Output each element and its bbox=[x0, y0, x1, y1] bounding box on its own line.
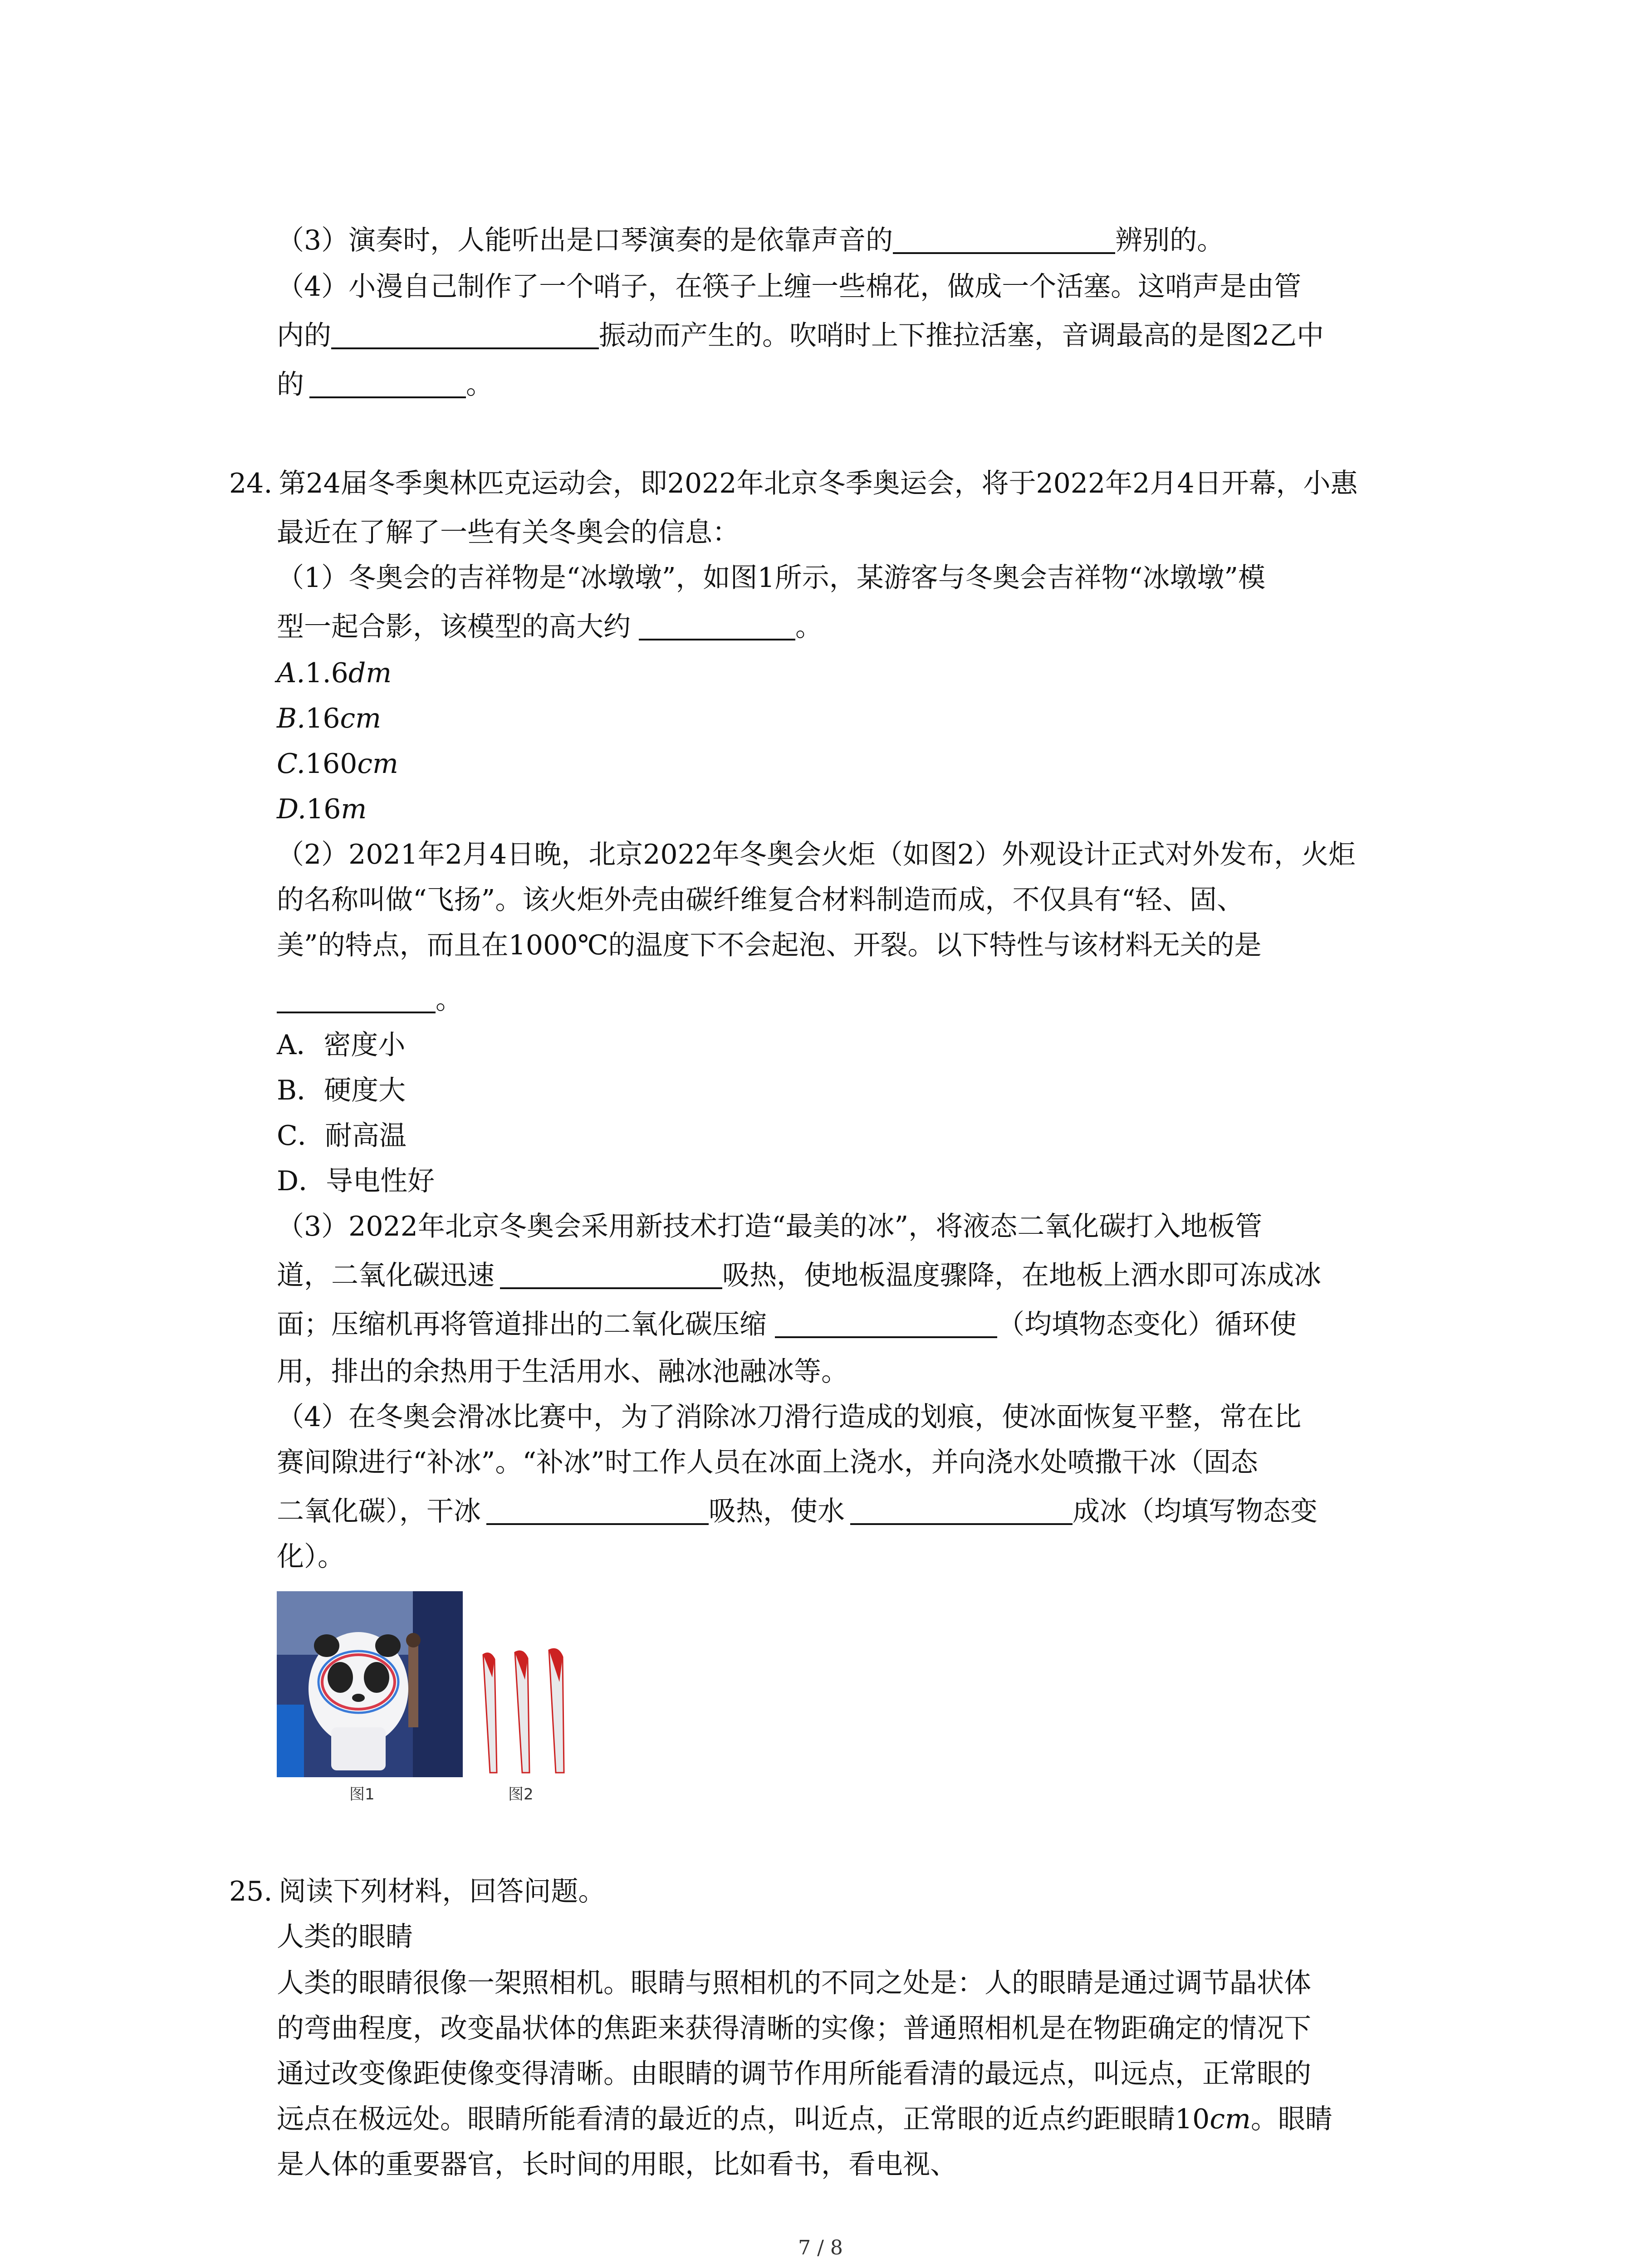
question-number: 25. bbox=[229, 1876, 273, 1907]
answer-blank[interactable] bbox=[486, 1496, 709, 1525]
option-d[interactable]: D．导电性好 bbox=[277, 1165, 435, 1197]
answer-blank[interactable] bbox=[277, 984, 436, 1013]
torch-drawing bbox=[470, 1646, 574, 1777]
option-letter: D. bbox=[277, 793, 307, 825]
q24-stem-text: 第24届冬季奥林匹克运动会，即2022年北京冬季奥运会，将于2022年2月4日开幕，小惠 bbox=[279, 468, 1358, 499]
option-value: 1.6 bbox=[305, 657, 348, 689]
figure-2-caption: 图2 bbox=[508, 1785, 534, 1804]
q24-part4-line1: （4）在冬奥会滑冰比赛中，为了消除冰刀滑行造成的划痕，使冰面恢复平整，常在比 bbox=[277, 1401, 1302, 1433]
q23-part4-line3 bbox=[277, 366, 493, 404]
q25-body-line3: 通过改变像距使像变得清晰。由眼睛的调节作用所能看清的最远点，叫远点，正常眼的 bbox=[277, 2058, 1311, 2090]
q25-body-line2: 的弯曲程度，改变晶状体的焦距来获得清晰的实像；普通照相机是在物距确定的情况下 bbox=[277, 2013, 1311, 2044]
unit-text: cm bbox=[1210, 2103, 1251, 2135]
q24-part4-text-b: 吸热，使水 bbox=[709, 1496, 845, 1527]
q24-part3-line4: 用，排出的余热用于生活用水、融冰池融冰等。 bbox=[277, 1356, 848, 1388]
q24-part3-text-b: 吸热，使地板温度骤降，在地板上洒水即可冻成冰 bbox=[722, 1260, 1321, 1291]
q24-part2-line3: 美”的特点，而且在1000℃的温度下不会起泡、开裂。以下特性与该材料无关的是 bbox=[277, 929, 1262, 961]
q23-part4-period: 。 bbox=[466, 369, 493, 401]
q24-stem-line1 bbox=[229, 464, 1358, 503]
torch-image bbox=[470, 1646, 574, 1777]
q23-part3-tail: 辨别的。 bbox=[1115, 225, 1225, 256]
bing-dwen-dwen-photo bbox=[277, 1591, 463, 1777]
answer-blank[interactable] bbox=[775, 1309, 997, 1338]
q24-part1-line2 bbox=[277, 608, 823, 646]
answer-blank[interactable] bbox=[500, 1260, 722, 1289]
q23-part4-text-c: 的 bbox=[277, 369, 304, 401]
q24-part3-text-d: （均填物态变化）循环使 bbox=[997, 1309, 1297, 1340]
option-d[interactable] bbox=[277, 790, 367, 828]
q24-part4-text-c: 成冰（均填写物态变 bbox=[1073, 1496, 1318, 1527]
q24-part4-text: 二氧化碳），干冰 bbox=[277, 1496, 481, 1527]
option-letter: A. bbox=[277, 657, 305, 689]
q24-part1-line1: （1）冬奥会的吉祥物是“冰墩墩”，如图1所示，某游客与冬奥会吉祥物“冰墩墩”模 bbox=[277, 562, 1266, 594]
q25-body-line5: 是人体的重要器官，长时间的用眼，比如看书，看电视、 bbox=[277, 2149, 957, 2180]
q24-part1-text: 型一起合影，该模型的高大约 bbox=[277, 611, 631, 643]
q25-body-text: 远点在极远处。眼睛所能看清的最近的点，叫近点，正常眼的近点约距眼睛10 bbox=[277, 2103, 1210, 2135]
q24-part2-period: 。 bbox=[436, 984, 463, 1016]
answer-blank[interactable] bbox=[309, 369, 466, 398]
q24-part1-period: 。 bbox=[795, 611, 823, 643]
question-number: 24. bbox=[229, 468, 273, 499]
mascot-image bbox=[277, 1591, 463, 1777]
q24-part4-line2: 赛间隙进行“补冰”。“补冰”时工作人员在冰面上浇水，并向浇水处喷撒干冰（固态 bbox=[277, 1447, 1258, 1478]
option-b[interactable]: B．硬度大 bbox=[277, 1075, 406, 1106]
q24-part2-line2: 的名称叫做“飞扬”。该火炬外壳由碳纤维复合材料制造而成，不仅具有“轻、固、 bbox=[277, 884, 1244, 916]
option-unit: cm bbox=[340, 703, 382, 734]
option-letter: B. bbox=[277, 703, 306, 734]
q24-part4-line4: 化）。 bbox=[277, 1541, 345, 1573]
figure-1-caption: 图1 bbox=[349, 1785, 375, 1804]
q24-stem-line2: 最近在了解了一些有关冬奥会的信息： bbox=[277, 517, 740, 548]
q25-stem-text: 阅读下列材料，回答问题。 bbox=[279, 1876, 606, 1907]
option-b[interactable] bbox=[277, 699, 381, 738]
option-unit: dm bbox=[348, 657, 392, 689]
answer-blank[interactable] bbox=[331, 320, 599, 349]
q24-part3-line1: （3）2022年北京冬奥会采用新技术打造“最美的冰”，将液态二氧化碳打入地板管 bbox=[277, 1211, 1263, 1242]
option-value: 160 bbox=[305, 748, 358, 780]
q23-part3-text: （3）演奏时，人能听出是口琴演奏的是依靠声音的 bbox=[277, 225, 893, 256]
option-a[interactable]: A．密度小 bbox=[277, 1029, 406, 1061]
q25-stem bbox=[229, 1872, 605, 1911]
answer-blank[interactable] bbox=[850, 1496, 1073, 1525]
page-number: 7 / 8 bbox=[798, 2236, 843, 2259]
option-unit: cm bbox=[357, 748, 398, 780]
q24-part2-line1: （2）2021年2月4日晚，北京2022年冬奥会火炬（如图2）外观设计正式对外发布，火炬 bbox=[277, 839, 1356, 870]
q23-part4-line1: （4）小漫自己制作了一个哨子，在筷子上缠一些棉花，做成一个活塞。这哨声是由管 bbox=[277, 271, 1302, 303]
q24-part3-line2 bbox=[277, 1256, 1321, 1295]
option-value: 16 bbox=[305, 703, 340, 734]
q25-body-line4 bbox=[277, 2100, 1332, 2138]
q24-part2-line4 bbox=[277, 981, 463, 1019]
q24-part3-text-c: 面；压缩机再将管道排出的二氧化碳压缩 bbox=[277, 1309, 767, 1340]
q23-part3 bbox=[277, 221, 1224, 259]
option-c[interactable]: C．耐高温 bbox=[277, 1120, 407, 1152]
option-value: 16 bbox=[306, 793, 341, 825]
q23-part4-text-b: 振动而产生的。吹哨时上下推拉活塞，音调最高的是图2乙中 bbox=[599, 320, 1324, 352]
q24-figures bbox=[277, 1591, 594, 1804]
answer-blank[interactable] bbox=[893, 225, 1115, 254]
q24-part3-text: 道，二氧化碳迅速 bbox=[277, 1260, 495, 1291]
q25-body-line1: 人类的眼睛很像一架照相机。眼睛与照相机的不同之处是：人的眼睛是通过调节晶状体 bbox=[277, 1967, 1311, 1999]
option-a[interactable] bbox=[277, 654, 392, 692]
q24-part3-line3 bbox=[277, 1305, 1297, 1344]
option-c[interactable] bbox=[277, 745, 398, 783]
q23-part4-line2 bbox=[277, 317, 1324, 355]
answer-blank[interactable] bbox=[639, 611, 795, 640]
option-letter: C. bbox=[277, 748, 305, 780]
q25-body-tail: 。眼睛 bbox=[1250, 2103, 1332, 2135]
q24-part4-line3 bbox=[277, 1492, 1318, 1530]
q25-article-title: 人类的眼睛 bbox=[277, 1921, 413, 1953]
q23-part4-text: 内的 bbox=[277, 320, 331, 352]
option-unit: m bbox=[341, 793, 367, 825]
